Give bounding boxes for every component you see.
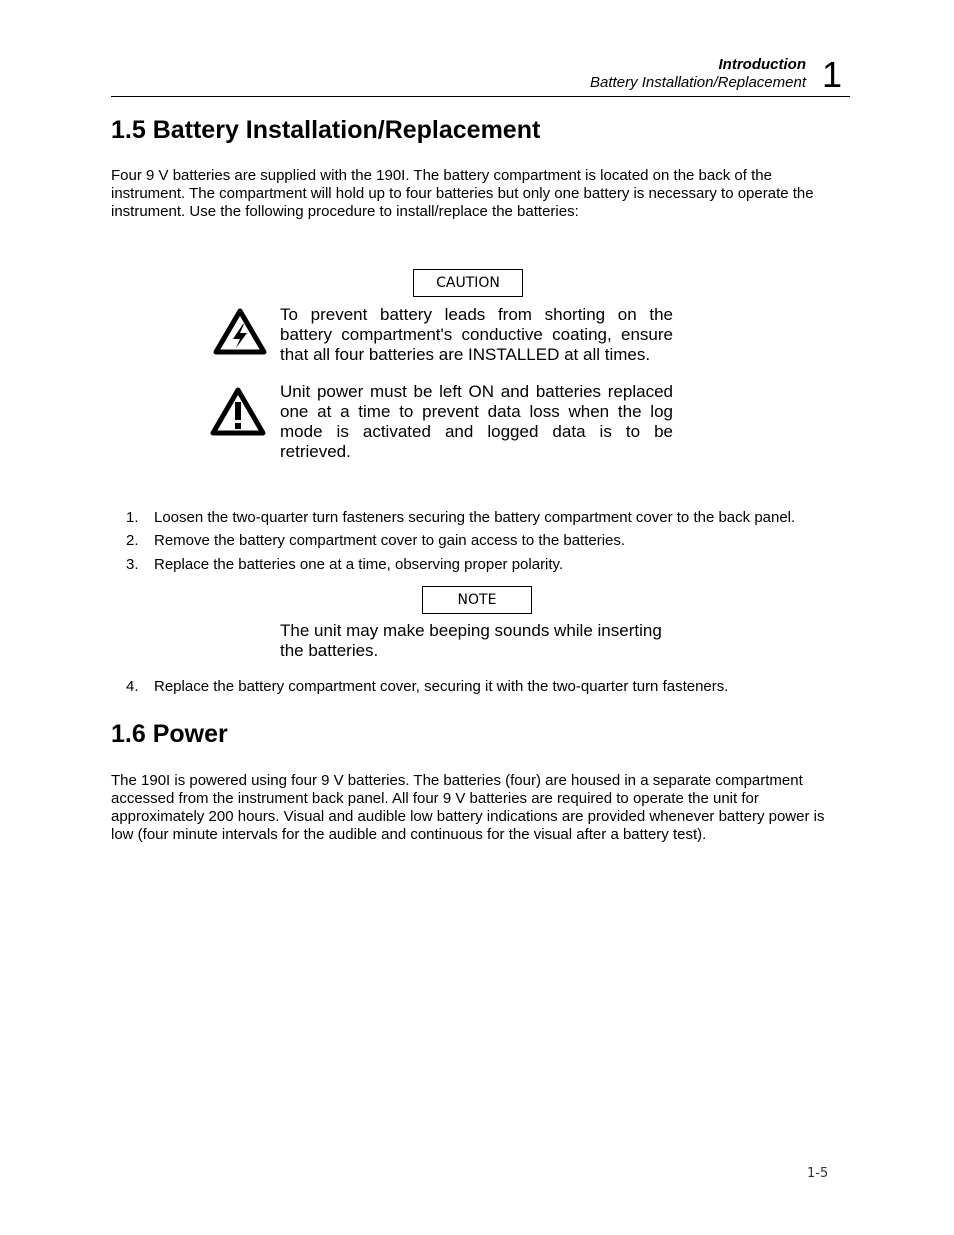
step-text: Replace the batteries one at a time, observing proper polarity. bbox=[154, 556, 564, 573]
caution-text-data-loss: Unit power must be left ON and batteries replaced one at a time to prevent data loss when the log mode is activated and logged data is to be retrieved. bbox=[280, 382, 673, 461]
step-text: Loosen the two-quarter turn fasteners securing the battery compartment cover to the back panel. bbox=[154, 509, 796, 526]
step-text: Remove the battery compartment cover to gain access to the batteries. bbox=[154, 532, 626, 549]
step-number: 4. bbox=[126, 678, 139, 695]
intro-paragraph: Four 9 V batteries are supplied with the 190I. The battery compartment is located on the back of the instrument. The compartment will hold up to four batteries but only one battery is necessary to operate the instrument. Use the following procedure to install/replace the batteries: bbox=[111, 167, 814, 220]
section-heading-1-5: 1.5 Battery Installation/Replacement bbox=[111, 116, 541, 144]
caution-label: CAUTION bbox=[413, 269, 523, 297]
chapter-number: 1 bbox=[822, 54, 843, 95]
page-number: 1-5 bbox=[807, 1166, 829, 1181]
step-text: Replace the battery compartment cover, securing it with the two-quarter turn fasteners. bbox=[154, 678, 729, 695]
warning-triangle-icon bbox=[210, 386, 266, 436]
electrical-hazard-icon bbox=[213, 307, 267, 355]
step-number: 2. bbox=[126, 532, 139, 549]
header-chapter-title: Introduction bbox=[718, 56, 806, 73]
header-rule bbox=[111, 96, 850, 97]
note-label: NOTE bbox=[422, 586, 532, 614]
running-header bbox=[590, 56, 806, 92]
header-section-title: Battery Installation/Replacement bbox=[590, 74, 806, 91]
caution-text-shorting: To prevent battery leads from shorting on the battery compartment's conductive coating, ensure that all four batteries are INSTALLED at all times. bbox=[280, 305, 673, 364]
section-heading-1-6: 1.6 Power bbox=[111, 720, 228, 748]
step-number: 1. bbox=[126, 509, 139, 526]
step-number: 3. bbox=[126, 556, 139, 573]
power-paragraph: The 190I is powered using four 9 V batteries. The batteries (four) are housed in a separate compartment accessed from the instrument back panel. All four 9 V batteries are required to operate the unit for approximately 200 hours. Visual and audible low battery indications are provided whenever battery power is low (four minute intervals for the audible and continuous for the visual after a battery test). bbox=[111, 772, 825, 843]
note-text: The unit may make beeping sounds while inserting the batteries. bbox=[280, 621, 662, 660]
